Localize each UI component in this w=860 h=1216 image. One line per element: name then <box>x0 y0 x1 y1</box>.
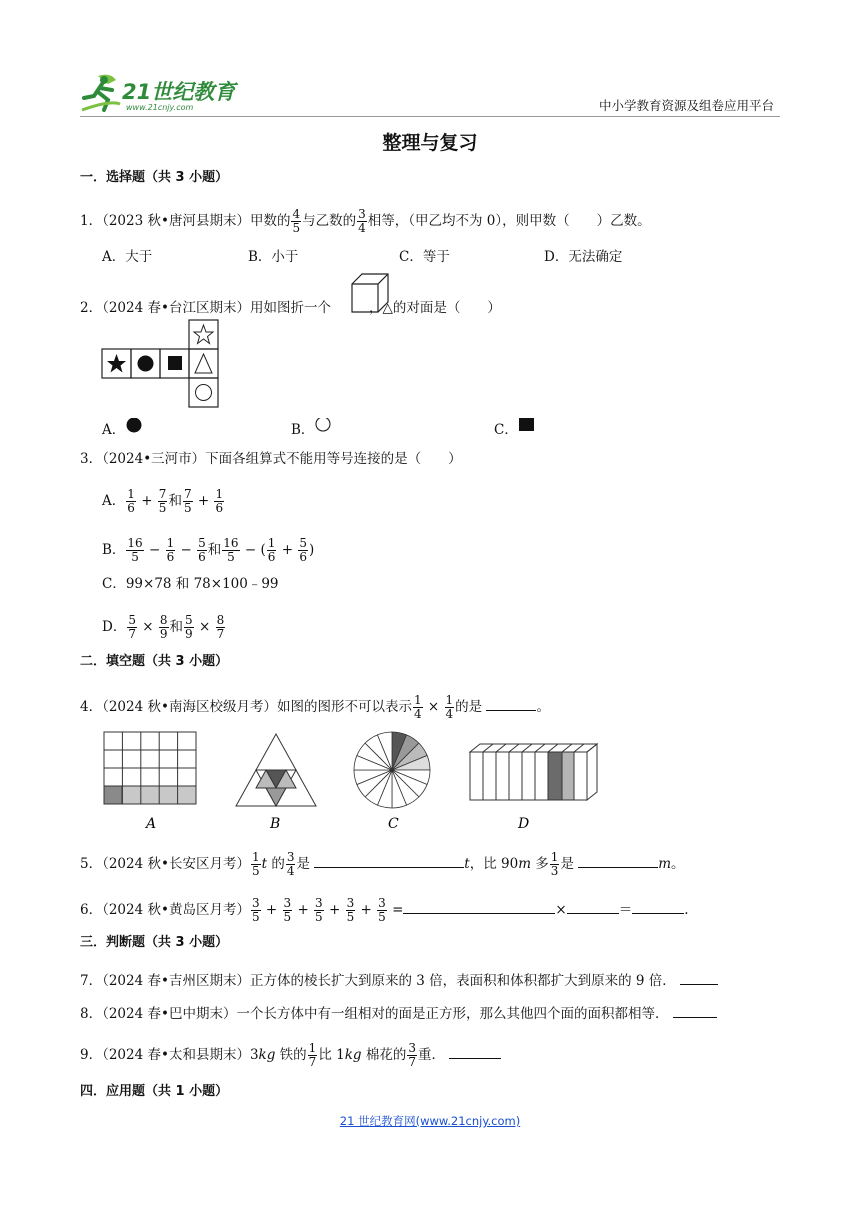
page-title: 整理与复习 <box>382 132 478 154</box>
question-7: 7．（2024 春•吉州区期末）正方体的棱长扩大到原来的 3 倍，表面积和体积都扩大到原来的 9 倍． <box>80 970 718 991</box>
question-8: 8．（2024 春•巴中期末）一个长方体中有一组相对的面是正方形，那么其他四个面的面积都相等． <box>80 1003 717 1024</box>
option-d[interactable]: D． $\frac{5}{7}$ × $\frac{8}{9}$ 和 $\frac{5}{9}$ × $\frac{8}{7}$ <box>102 613 225 641</box>
option-d[interactable]: D．无法确定 <box>544 249 623 265</box>
figure-b-triangle <box>236 734 316 806</box>
answer-blank[interactable] <box>680 970 718 985</box>
answer-blank[interactable] <box>567 899 619 914</box>
question-3: 3．（2024•三河市）下面各组算式不能用等号连接的是（ ） <box>80 451 462 467</box>
question-2: 2．（2024 春•台江区期末）用如图折一个 ，△的对面是（ ） <box>80 300 501 316</box>
figure-label: B <box>270 816 281 832</box>
figure-label: D <box>518 816 530 832</box>
question-5: 5．（2024 秋•长安区月考） $\frac{1}{5}$ t 的 $\frac{3}{4}$ 是 t，比 90m 多 $\frac{1}{3}$ 是 m。 <box>80 850 685 878</box>
cube-net-diagram <box>101 318 223 410</box>
star-outline-icon <box>194 325 213 344</box>
fraction: $\frac{3}{4}$ <box>358 207 366 235</box>
platform-name: 中小学教育资源及组卷应用平台 <box>598 98 774 113</box>
section-heading: 四．应用题（共 1 小题） <box>80 1084 229 1099</box>
option-c[interactable]: C．99×78 和 78×100﹣99 <box>102 576 279 592</box>
option-a[interactable]: A．大于 <box>102 249 153 265</box>
section-heading: 三．判断题（共 3 小题） <box>80 935 229 950</box>
figure-options <box>100 730 600 836</box>
figure-c-circle <box>354 732 430 808</box>
question-6: 6．（2024 秋•黄岛区月考） $\frac{3}{5}$ + $\frac{3}{5}$ + $\frac{3}{5}$ + $\frac{3}{5}$ + $\frac{3}{5}$ = × ＝ . <box>80 896 689 924</box>
figure-label: A <box>146 816 157 832</box>
option-a[interactable]: A． <box>102 418 143 440</box>
option-a[interactable]: A． $\frac{1}{6}$ + $\frac{7}{5}$ 和 $\frac{7}{5}$ + $\frac{1}{6}$ <box>102 487 224 515</box>
site-logo <box>80 70 250 116</box>
star-icon <box>107 354 126 373</box>
answer-blank[interactable] <box>486 696 536 711</box>
option-b[interactable]: B．小于 <box>248 249 299 265</box>
question-1: 1．（2023 秋•唐河县期末）甲数的 $\frac{4}{5}$ 与乙数的 $\frac{3}{4}$ 相等，（甲乙均不为 0），则甲数（ ）乙数。 <box>80 207 651 235</box>
header-rule <box>80 116 780 117</box>
question-4: 4．（2024 秋•南海区校级月考）如图的图形不可以表示 $\frac{1}{4}$ × $\frac{1}{4}$ 的是 。 <box>80 693 550 721</box>
option-c[interactable]: C． <box>494 418 536 440</box>
footer-link[interactable]: 21 世纪教育网(www.21cnjy.com) <box>339 1114 521 1128</box>
filled-circle-icon <box>138 356 154 372</box>
question-9: 9．（2024 春•太和县期末）3kg 铁的 $\frac{1}{7}$ 比 1kg 棉花的 $\frac{3}{7}$ 重． <box>80 1042 501 1069</box>
filled-square-icon <box>518 418 536 436</box>
figure-d-box <box>470 744 597 800</box>
triangle-outline-icon <box>195 354 212 373</box>
figure-a-grid <box>104 732 196 804</box>
answer-blank[interactable] <box>403 899 555 914</box>
answer-blank[interactable] <box>449 1044 501 1059</box>
circle-outline-icon <box>314 418 332 436</box>
filled-circle-icon <box>125 418 143 436</box>
section-heading: 二．填空题（共 3 小题） <box>80 654 229 669</box>
filled-square-icon <box>168 356 182 370</box>
answer-blank[interactable] <box>632 899 684 914</box>
answer-blank[interactable] <box>673 1003 717 1018</box>
circle-outline-icon <box>196 385 212 401</box>
cube-icon <box>350 272 390 314</box>
answer-blank[interactable] <box>314 853 464 868</box>
logo-url: www.21cnjy.com <box>126 103 194 112</box>
option-c[interactable]: C．等于 <box>399 249 450 265</box>
option-b[interactable]: B． $\frac{16}{5}$ − $\frac{1}{6}$ − $\frac{5}{6}$ 和 $\frac{16}{5}$ − ( $\frac{1}{6}$ + $\frac{5}{6}$ ) <box>102 536 315 564</box>
section-heading: 一．选择题（共 3 小题） <box>80 170 229 185</box>
fraction: $\frac{4}{5}$ <box>292 207 301 235</box>
logo-text: 21世纪教育 <box>122 80 236 104</box>
answer-blank[interactable] <box>578 853 658 868</box>
figure-label: C <box>388 816 399 832</box>
option-b[interactable]: B． <box>291 418 332 440</box>
